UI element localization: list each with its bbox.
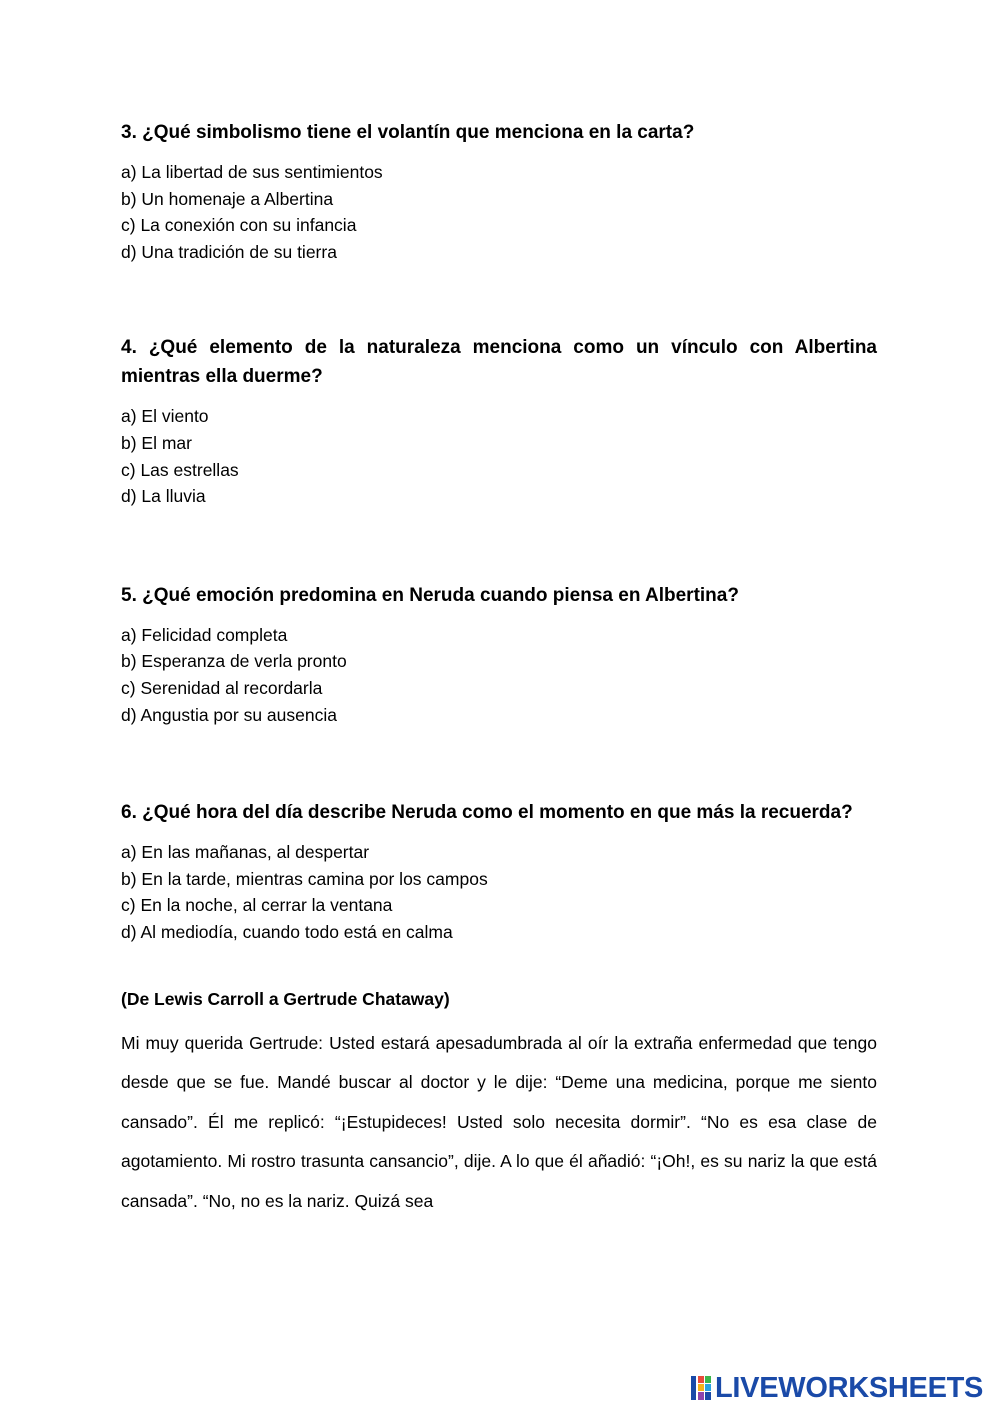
question-title: 6. ¿Qué hora del día describe Neruda como el momento en que más la recuerda?: [121, 802, 853, 824]
option-c: c) En la noche, al cerrar la ventana: [121, 895, 393, 916]
option-list: [121, 839, 877, 945]
worksheet-page: [121, 118, 877, 1221]
option-a: a) Felicidad completa: [121, 624, 288, 645]
option-a: a) En las mañanas, al despertar: [121, 842, 370, 863]
option-c: c) Las estrellas: [121, 459, 239, 480]
option-a: a) El viento: [121, 406, 209, 427]
option-d: d) La lluvia: [121, 486, 206, 507]
letter-section: [121, 986, 877, 1222]
question-title: 3. ¿Qué simbolismo tiene el volantín que menciona en la carta?: [121, 122, 695, 143]
option-c: c) Serenidad al recordarla: [121, 677, 323, 698]
option-b: b) Esperanza de verla pronto: [121, 651, 347, 672]
option-b: b) En la tarde, mientras camina por los campos: [121, 868, 488, 889]
option-d: d) Al mediodía, cuando todo está en calma: [121, 921, 453, 942]
option-list: [121, 403, 877, 509]
option-d: d) Una tradición de su tierra: [121, 241, 337, 262]
option-d: d) Angustia por su ausencia: [121, 704, 337, 725]
option-b: b) El mar: [121, 432, 192, 453]
option-list: [121, 622, 877, 728]
liveworksheets-logo-icon: [690, 1374, 712, 1402]
question-4: [121, 333, 877, 509]
option-a: a) La libertad de sus sentimientos: [121, 162, 383, 182]
brand-name: LIVEWORKSHEETS: [715, 1371, 984, 1404]
question-6: [121, 798, 877, 945]
letter-body: Mi muy querida Gertrude: Usted estará apesadumbrada al oír la extraña enfermedad que tengo desde que se fue. Mandé buscar al doctor y le dije: “Deme una medicina, porque me siento cansado”. Él me replicó: “¡Estupideces! Usted solo necesita dormir”. “No es esa clase de agotamiento. Mi rostro trasunta cansancio”, dije. A lo que él añadió: “¡Oh!, es su nariz la que está cansada”. “No, no es la nariz. Quizá sea: [121, 1032, 877, 1211]
question-title: 4. ¿Qué elemento de la naturaleza menciona como un vínculo con Albertina mientras ella duerme?: [121, 337, 877, 388]
question-title: 5. ¿Qué emoción predomina en Neruda cuando piensa en Albertina?: [121, 584, 739, 606]
option-b: b) Un homenaje a Albertina: [121, 188, 334, 209]
option-list: [121, 159, 877, 265]
question-3: [121, 118, 877, 265]
liveworksheets-brand[interactable]: [690, 1370, 983, 1406]
letter-title: (De Lewis Carroll a Gertrude Chataway): [121, 988, 450, 1009]
question-5: [121, 581, 877, 728]
option-c: c) La conexión con su infancia: [121, 215, 357, 236]
